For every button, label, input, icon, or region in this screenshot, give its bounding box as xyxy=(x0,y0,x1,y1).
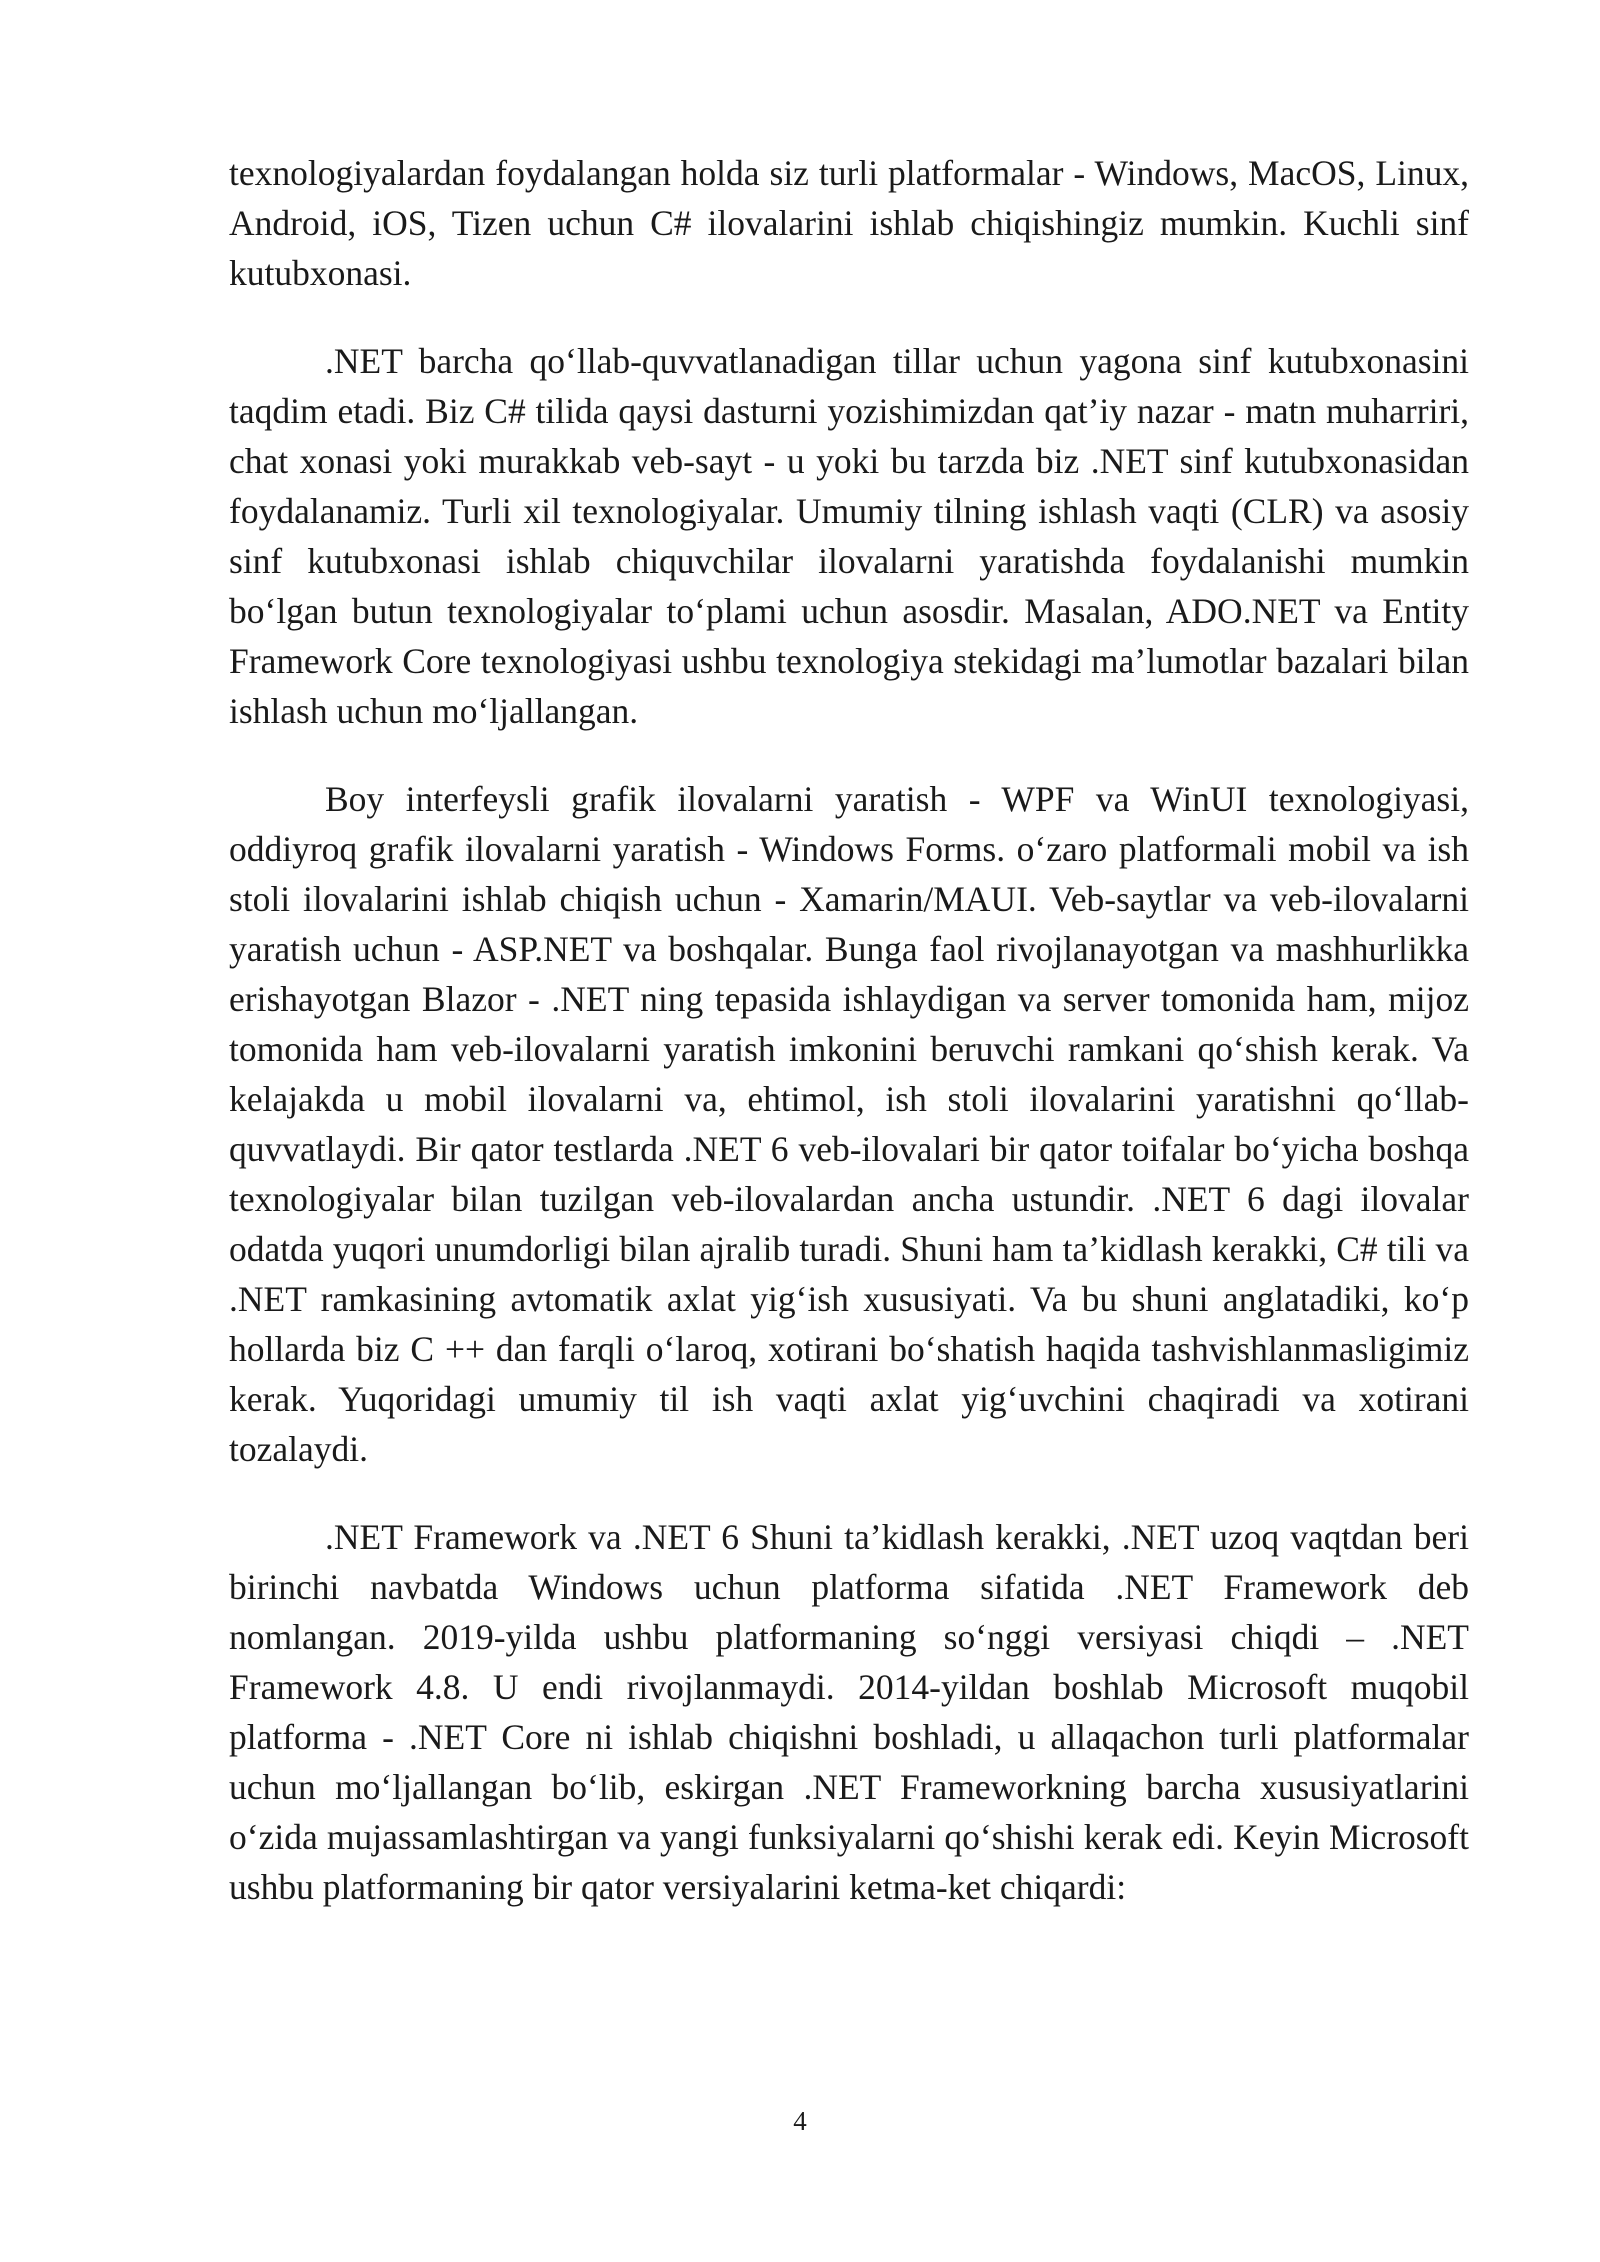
paragraph-gui-technologies: Boy interfeysli grafik ilovalarni yaratish - WPF va WinUI texnologiyasi, oddiyroq grafik ilovalarni yaratish - Windows Forms. o‘zaro platformali mobil va ish stoli ilovalarini ishlab chiqish uchun - Xamarin/MAUI. Veb-saytlar va veb-ilovalarni yaratish uchun - ASP.NET va boshqalar. Bunga faol rivojlanayotgan va mashhurlikka erishayotgan Blazor - .NET ning tepasida ishlaydigan va server tomonida ham, mijoz tomonida ham veb-ilovalarni yaratish imkonini beruvchi ramkani qo‘shish kerak. Va kelajakda u mobil ilovalarni va, ehtimol, ish stoli ilovalarini yaratishni qo‘llab-quvvatlaydi. Bir qator testlarda .NET 6 veb-ilovalari bir qator toifalar bo‘yicha boshqa texnologiyalar bilan tuzilgan veb-ilovalardan ancha ustundir. .NET 6 dagi ilovalar odatda yuqori unumdorligi bilan ajralib turadi. Shuni ham ta’kidlash kerakki, C# tili va .NET ramkasining avtomatik axlat yig‘ish xususiyati. Va bu shuni anglatadiki, ko‘p hollarda biz C ++ dan farqli o‘laroq, xotirani bo‘shatish haqida tashvishlanmasligimiz kerak. Yuqoridagi umumiy til ish vaqti axlat yig‘uvchini chaqiradi va xotirani tozalaydi. xyxy=(229,779,1469,1469)
page-number: 4 xyxy=(793,2106,807,2136)
paragraph-continuation: texnologiyalardan foydalangan holda siz turli platformalar - Windows, MacOS, Linux, Android, iOS, Tizen uchun C# ilovalarini ishlab chiqishingiz mumkin. Kuchli sinf kutubxonasi. xyxy=(229,153,1469,293)
page-body xyxy=(229,148,1469,1950)
paragraph-net-class-library: .NET barcha qo‘llab-quvvatlanadigan tillar uchun yagona sinf kutubxonasini taqdim etadi. Biz C# tilida qaysi dasturni yozishimizdan qat’iy nazar - matn muharriri, chat xonasi yoki murakkab veb-sayt - u yoki bu tarzda biz .NET sinf kutubxonasidan foydalanamiz. Turli xil texnologiyalar. Umumiy tilning ishlash vaqti (CLR) va asosiy sinf kutubxonasi ishlab chiquvchilar ilovalarni yaratishda foydalanishi mumkin bo‘lgan butun texnologiyalar to‘plami uchun asosdir. Masalan, ADO.NET va Entity Framework Core texnologiyasi ushbu texnologiya stekidagi ma’lumotlar bazalari bilan ishlash uchun mo‘ljallangan. xyxy=(229,341,1469,731)
paragraph-net-framework-history: .NET Framework va .NET 6 Shuni ta’kidlash kerakki, .NET uzoq vaqtdan beri birinchi navbatda Windows uchun platforma sifatida .NET Framework deb nomlangan. 2019-yilda ushbu platformaning so‘nggi versiyasi chiqdi – .NET Framework 4.8. U endi rivojlanmaydi. 2014-yildan boshlab Microsoft muqobil platforma - .NET Core ni ishlab chiqishni boshladi, u allaqachon turli platformalar uchun mo‘ljallangan bo‘lib, eskirgan .NET Frameworkning barcha xususiyatlarini o‘zida mujassamlashtirgan va yangi funksiyalarni qo‘shishi kerak edi. Keyin Microsoft ushbu platformaning bir qator versiyalarini ketma-ket chiqardi: xyxy=(229,1517,1469,1907)
